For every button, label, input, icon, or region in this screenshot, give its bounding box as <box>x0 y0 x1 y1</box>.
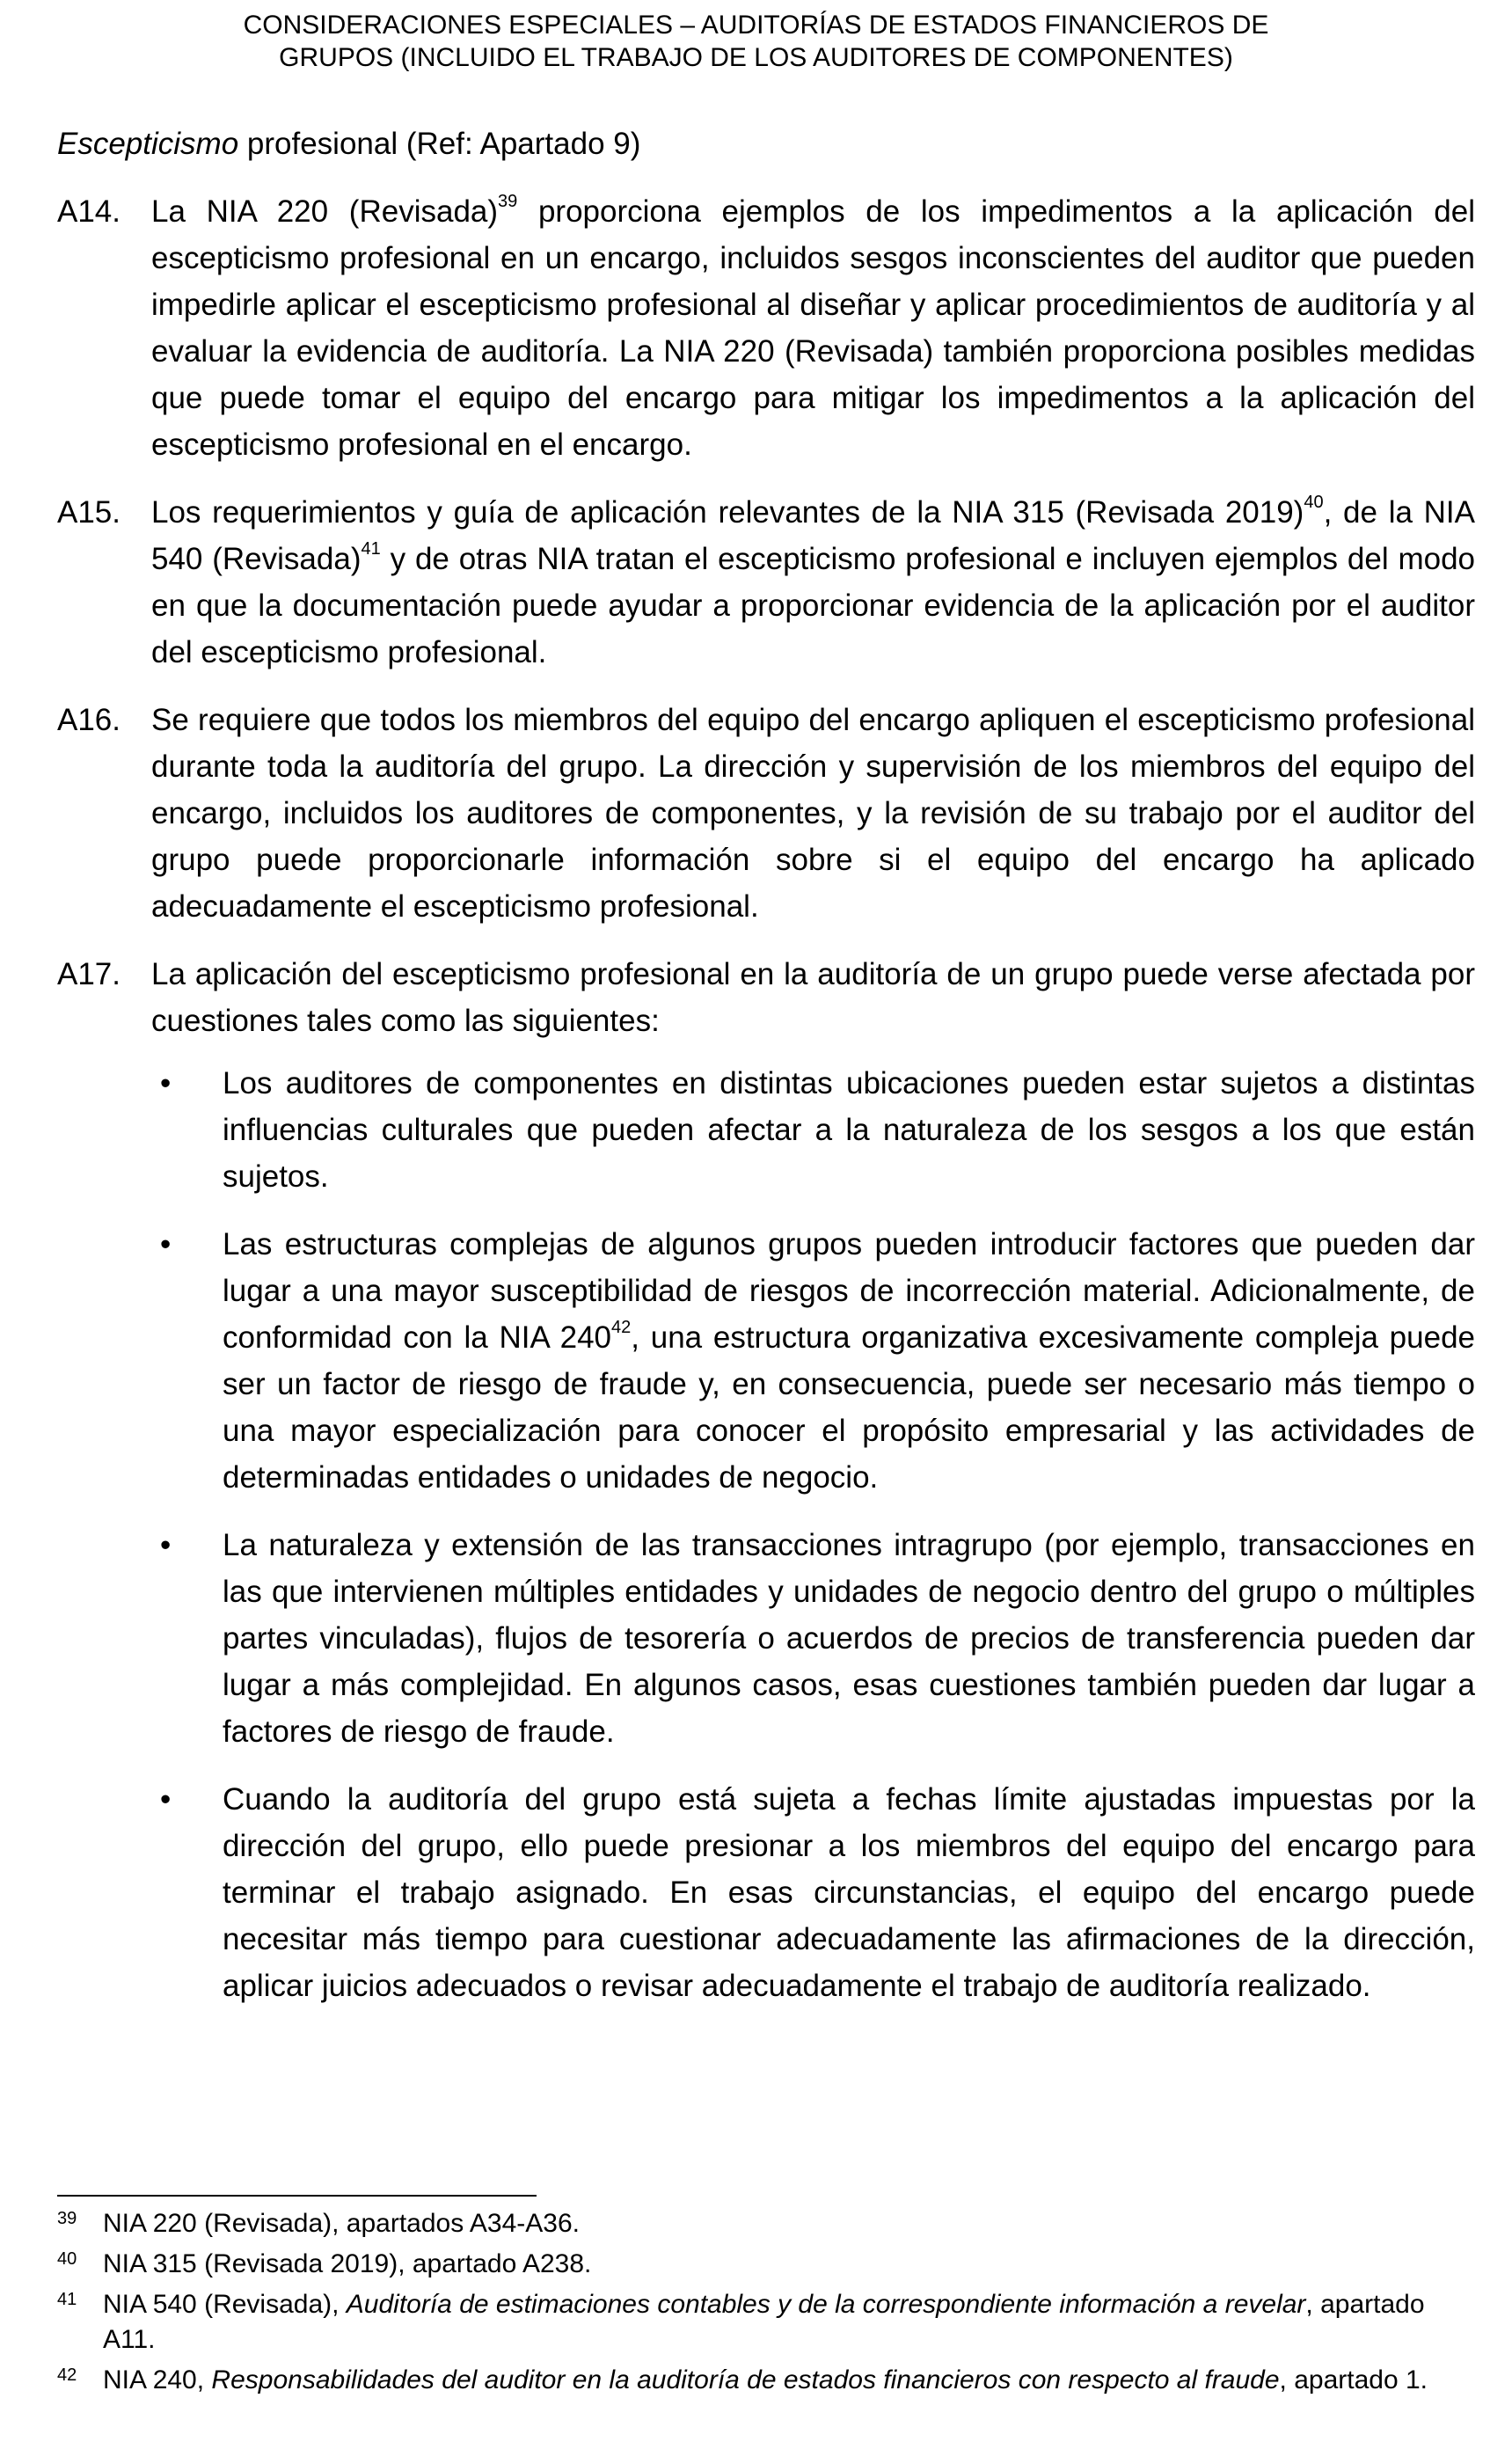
paragraph-number: A14. <box>57 194 121 229</box>
text-run: , de la NIA 540 (Revisada) <box>151 495 1475 576</box>
text-run: , apartado 1. <box>1279 2365 1428 2394</box>
paragraph-number: A16. <box>57 703 121 737</box>
list-item-text: Los auditores de componentes en distintas ubicaciones pueden estar sujetos a distintas influencias culturales que pueden afectar a la naturaleza de los sesgos a los que están sujetos. <box>223 1066 1475 1194</box>
footnote-40 <box>57 2247 1475 2282</box>
bullet-list <box>151 1060 1475 2009</box>
list-item <box>151 1776 1475 2009</box>
footnote-39 <box>57 2206 1475 2241</box>
list-item-text: La naturaleza y extensión de las transacciones intragrupo (por ejemplo, transacciones en las que intervienen múltiples entidades y unidades de negocio dentro del grupo o múltiples partes vinculadas), flujos de tesorería o acuerdos de precios de transferencia pueden dar lugar a más complejidad. En algunos casos, esas cuestiones también pueden dar lugar a factores de riesgo de fraude. <box>223 1528 1475 1749</box>
list-item <box>151 1522 1475 1755</box>
text-run-italic: Responsabilidades del auditor en la auditoría de estados financieros con respecto al fraude <box>211 2365 1280 2394</box>
footnotes <box>57 2206 1475 2403</box>
list-item <box>151 1060 1475 1200</box>
bullet-icon: • <box>160 1227 172 1261</box>
paragraph-a14 <box>57 188 1475 468</box>
bullet-icon: • <box>160 1782 172 1817</box>
footnote-ref[interactable]: 40 <box>1304 493 1324 513</box>
paragraph-text <box>151 188 1475 468</box>
paragraph-a15 <box>57 489 1475 676</box>
footnote-42 <box>57 2363 1475 2398</box>
footnote-text: NIA 220 (Revisada), apartados A34-A36. <box>103 2209 580 2238</box>
header-line-2: GRUPOS (INCLUIDO EL TRABAJO DE LOS AUDITORES DE COMPONENTES) <box>279 43 1233 72</box>
list-item-text: Cuando la auditoría del grupo está sujeta a fechas límite ajustadas impuestas por la dirección del grupo, ello puede presionar a los miembros del equipo del encargo para terminar el trabajo asignado. En esas circunstancias, el equipo del encargo puede necesitar más tiempo para cuestionar adecuadamente las afirmaciones de la dirección, aplicar juicios adecuados o revisar adecuadamente el trabajo de auditoría realizado. <box>223 1782 1475 2003</box>
footnote-text: NIA 315 (Revisada 2019), apartado A238. <box>103 2249 592 2278</box>
header-line-1: CONSIDERACIONES ESPECIALES – AUDITORÍAS DE ESTADOS FINANCIEROS DE <box>243 11 1269 40</box>
footnote-ref[interactable]: 42 <box>611 1318 632 1338</box>
paragraph-text: Se requiere que todos los miembros del equipo del encargo apliquen el escepticismo profesional durante toda la auditoría del grupo. La dirección y supervisión de los miembros del equipo del encargo, incluidos los auditores de componentes, y la revisión de su trabajo por el auditor del grupo puede proporcionarle información sobre si el equipo del encargo ha aplicado adecuadamente el escepticismo profesional. <box>151 703 1475 924</box>
footnote-number: 41 <box>57 2290 77 2309</box>
footnote-number: 40 <box>57 2249 77 2269</box>
text-run: proporciona ejemplos de los impedimentos a la aplicación del escepticismo profesional en un encargo, incluidos sesgos inconscientes del auditor que pueden impedirle aplicar el escepticismo profesional al diseñar y aplicar procedimientos de auditoría y al evaluar la evidencia de auditoría. La NIA 220 (Revisada) también proporciona posibles medidas que puede tomar el equipo del encargo para mitigar los impedimentos a la aplicación del escepticismo profesional en el encargo. <box>151 194 1475 462</box>
list-item-text <box>223 1221 1475 1501</box>
section-heading-rest: profesional (Ref: Apartado 9) <box>238 127 641 161</box>
list-item <box>151 1221 1475 1501</box>
bullet-icon: • <box>160 1066 172 1100</box>
text-run: Las estructuras complejas de algunos grupos pueden introducir factores que pueden dar lugar a una mayor susceptibilidad de riesgos de incorrección material. Adicionalmente, de conformidad con la NIA 240 <box>223 1227 1475 1355</box>
section-heading-italic: Escepticismo <box>57 127 239 161</box>
footnote-ref[interactable]: 41 <box>361 539 381 559</box>
footnote-number: 42 <box>57 2365 77 2385</box>
paragraph-number: A15. <box>57 495 121 530</box>
footnote-text <box>103 2287 1475 2358</box>
document-body <box>57 188 1475 2030</box>
bullet-icon: • <box>160 1528 172 1562</box>
footnote-41 <box>57 2287 1475 2358</box>
footnote-text <box>103 2363 1475 2398</box>
text-run: NIA 540 (Revisada), <box>103 2290 347 2319</box>
text-run: NIA 240, <box>103 2365 212 2394</box>
paragraph-a17 <box>57 951 1475 1044</box>
page-header <box>0 9 1512 74</box>
text-run: , apartado A11. <box>103 2290 1425 2354</box>
text-run: La NIA 220 (Revisada) <box>151 194 499 229</box>
text-run: y de otras NIA tratan el escepticismo profesional e incluyen ejemplos del modo en que la documentación puede ayudar a proporcionar evidencia de la aplicación por el auditor del escepticismo profesional. <box>151 542 1476 669</box>
text-run: , una estructura organizativa excesivamente compleja puede ser un factor de riesgo de fraude y, en consecuencia, puede ser necesario más tiempo o una mayor especialización para conocer el propósito empresarial y las actividades de determinadas entidades o unidades de negocio. <box>223 1320 1475 1495</box>
paragraph-text: La aplicación del escepticismo profesional en la auditoría de un grupo puede verse afectada por cuestiones tales como las siguientes: <box>151 957 1475 1038</box>
section-heading <box>57 127 640 162</box>
text-run-italic: Auditoría de estimaciones contables y de la correspondiente información a revelar <box>346 2290 1306 2319</box>
footnote-ref[interactable]: 39 <box>498 192 518 212</box>
footnote-separator <box>57 2195 537 2197</box>
paragraph-number: A17. <box>57 957 121 991</box>
paragraph-text <box>151 489 1475 676</box>
footnote-number: 39 <box>57 2209 77 2228</box>
paragraph-a16 <box>57 697 1475 930</box>
text-run: Los requerimientos y guía de aplicación relevantes de la NIA 315 (Revisada 2019) <box>151 495 1304 530</box>
